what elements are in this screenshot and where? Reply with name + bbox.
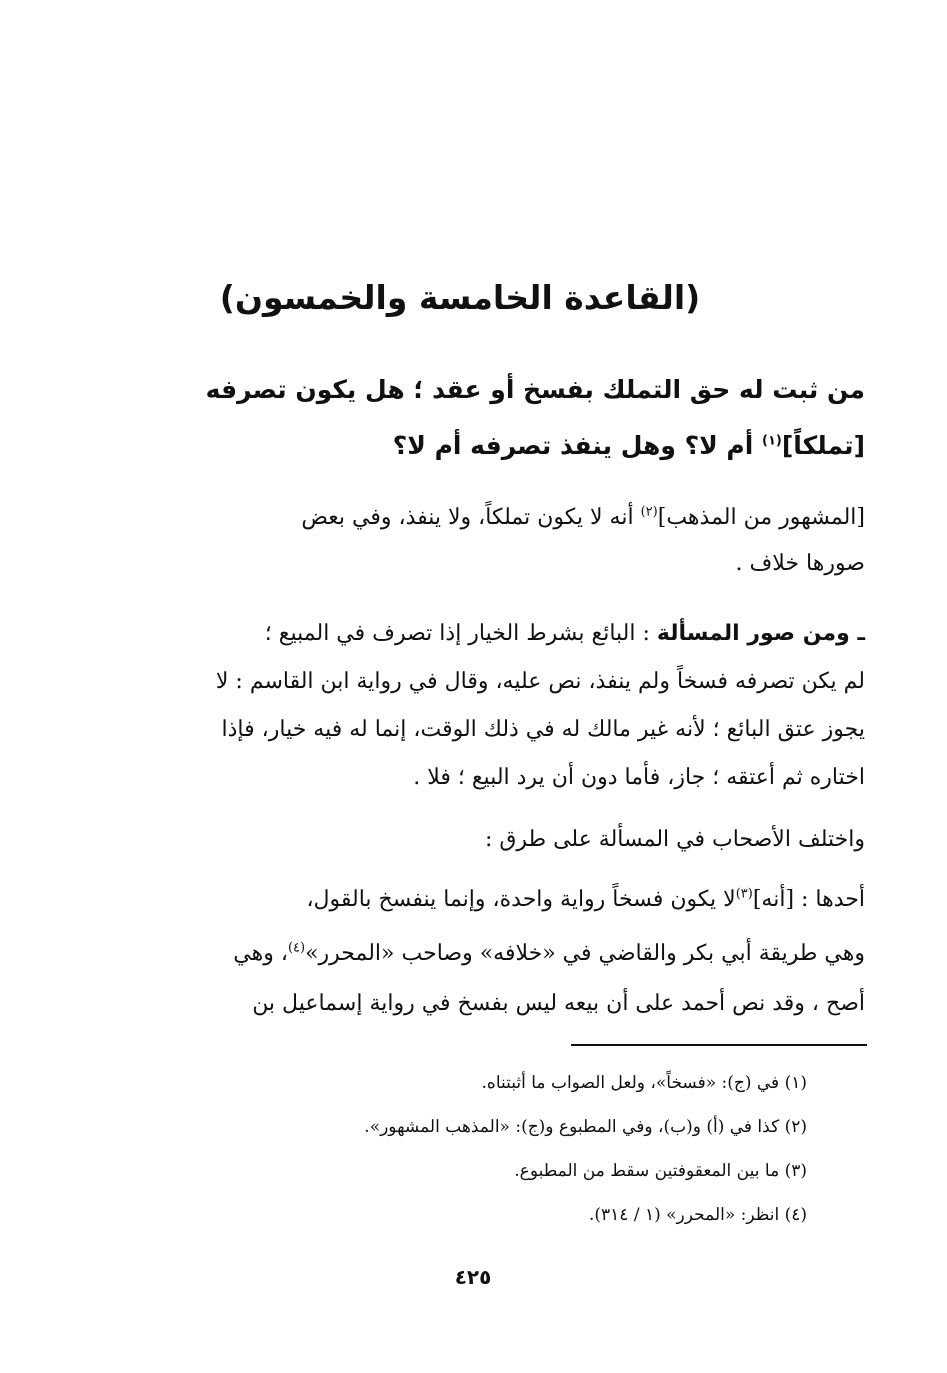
para1-line-1 <box>147 494 865 542</box>
para4-line-1 <box>147 876 865 924</box>
rule-title: (القاعدة الخامسة والخمسون) <box>219 278 701 317</box>
heading-line-1: من ثبت له حق التملك بفسخ أو عقد ؛ هل يكون تصرفه <box>205 375 865 404</box>
para1-line-2: صورها خلاف . <box>735 551 865 576</box>
para3-line-1: واختلف الأصحاب في المسألة على طرق : <box>484 827 865 852</box>
para1-rest-text: أنه لا يكون تملكاً، ولا ينفذ، وفي بعض <box>301 505 641 530</box>
para2-line-4: اختاره ثم أعتقه ؛ جاز، فأما دون أن يرد البيع ؛ فلا . <box>413 765 865 790</box>
para4-lead-text: أحدها : [أنه] <box>752 887 865 912</box>
para4-rest-text: لا يكون فسخاً رواية واحدة، وإنما ينفسخ بالقول، <box>306 887 736 912</box>
para4-line-2 <box>147 930 865 978</box>
para2-line-3: يجوز عتق البائع ؛ لأنه غير مالك له في ذلك الوقت، إنما له فيه خيار، فإذا <box>221 717 865 742</box>
heading-rest-text: أم لا؟ وهل ينفذ تصرفه أم لا؟ <box>392 431 763 460</box>
footnote-1: (١) في (ج): «فسخاً»، ولعل الصواب ما أثبتناه. <box>481 1073 807 1093</box>
footnote-3: (٣) ما بين المعقوفتين سقط من المطبوع. <box>514 1161 807 1181</box>
para4-line2-text: وهي طريقة أبي بكر والقاضي في «خلافه» وصاحب «المحرر» <box>305 941 865 966</box>
footnote-separator <box>571 1044 867 1046</box>
heading-line-2 <box>147 420 865 472</box>
para4-line2-end: ، وهي <box>233 941 288 966</box>
para2-rest-text: : البائع بشرط الخيار إذا تصرف في المبيع ؛ <box>264 621 657 646</box>
footnote-ref-4: (٤) <box>287 940 306 956</box>
page-number: ٤٢٥ <box>454 1265 492 1289</box>
footnote-ref-1: (١) <box>762 433 782 449</box>
heading-bracket-text: [تملكاً] <box>781 431 865 460</box>
footnote-4: (٤) انظر: «المحرر» (١ / ٣١٤). <box>588 1205 807 1225</box>
para4-line-3: أصح ، وقد نص أحمد على أن بيعه ليس بفسخ في رواية إسماعيل بن <box>252 991 865 1016</box>
footnote-ref-3: (٣) <box>735 886 753 902</box>
para2-line-1 <box>147 610 865 658</box>
footnote-ref-2: (٢) <box>640 504 658 520</box>
para2-lead-text: ـ ومن صور المسألة <box>656 621 865 646</box>
para2-line-2: لم يكن تصرفه فسخاً ولم ينفذ، نص عليه، وقال في رواية ابن القاسم : لا <box>215 669 865 694</box>
para1-bracket-text: [المشهور من المذهب] <box>657 505 865 530</box>
footnote-2: (٢) كذا في (أ) و(ب)، وفي المطبوع و(ج): «المذهب المشهور». <box>364 1117 807 1137</box>
